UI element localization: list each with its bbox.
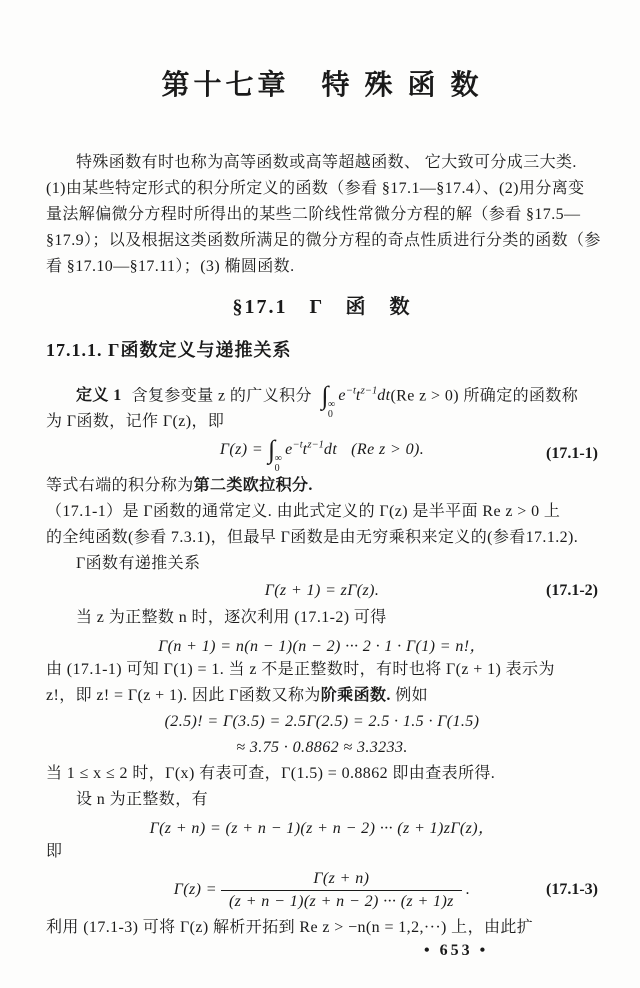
factorial-term-bold: 阶乘函数. <box>320 687 391 704</box>
equation-17-1-3-body <box>174 870 470 911</box>
intro-line-5: 看 §17.10—§17.11）；(3) 椭圆函数. <box>46 258 295 275</box>
let-n-paragraph: 设 n 为正整数，有 <box>76 791 209 808</box>
example-equation-body-2: ≈ 3.75 · 0.8862 ≈ 3.3233. <box>236 739 408 756</box>
euler-integral-paragraph <box>46 473 598 499</box>
equation-17-1-2-body: Γ(z + 1) = zΓ(z). <box>264 582 380 599</box>
integrand-t-exponent: z−1 <box>360 386 378 397</box>
definition-text-post: (Re z > 0) 所确定的函数称 <box>390 387 579 405</box>
fraction-denominator: (z + n − 1)(z + n − 2) ··· (z + 1)z <box>221 890 462 911</box>
integrand-e-exponent: −t <box>292 439 303 451</box>
integral-sign-icon: ∫ <box>321 381 329 411</box>
integrand-dt: dt <box>323 440 338 458</box>
intro-line-1: 特殊函数有时也称为高等函数或高等超越函数、 它大致可分成三大类. <box>76 154 577 171</box>
eq6-lhs: Γ(z) = <box>173 880 217 898</box>
definition-label: 定义 1 <box>76 387 122 405</box>
integrand-e-exponent: −t <box>345 386 356 397</box>
integrand-e: e <box>338 387 346 405</box>
intro-line-2: (1)由某些特定形式的积分所定义的函数（参看 §17.1—§17.4）、(2)用分离变 <box>46 180 585 197</box>
equation-17-1-1-body <box>220 435 424 474</box>
euler-term-bold: 第二类欧拉积分. <box>193 477 313 494</box>
factorial-paragraph-line-1: 由 (17.1-1) 可知 Γ(1) = 1. 当 z 不是正整数时，有时也将 Γ(z + 1) 表示为 <box>46 661 555 678</box>
equation-number: (17.1-1) <box>546 445 598 462</box>
integrand-t: t <box>302 440 308 458</box>
definition-text-pre: 含复参变量 z 的广义积分 <box>131 387 312 405</box>
analytic-continuation-paragraph: 利用 (17.1-3) 可将 Γ(z) 解析开拓到 Re z > −n(n = 1,2,···) 上，由此扩 <box>46 919 534 936</box>
definition-line-2: 为 Γ函数，记作 Γ(z)，即 <box>46 413 225 430</box>
factorial-paragraph-line-2 <box>46 683 598 709</box>
equation-number: (17.1-2) <box>546 582 598 599</box>
factorial-equation <box>46 631 598 657</box>
example-equation-body-1: (2.5)! = Γ(3.5) = 2.5Γ(2.5) = 2.5 · 1.5 · Γ(1.5) <box>164 713 480 730</box>
positive-integer-paragraph: 当 z 为正整数 n 时，逐次利用 (17.1-2) 可得 <box>76 609 387 626</box>
intro-paragraph <box>46 150 601 280</box>
integral-inline <box>321 379 335 420</box>
integral-lower-limit: 0 <box>274 462 280 474</box>
integrand-t: t <box>355 387 361 405</box>
factorial-text-pre: z!，即 z! = Γ(z + 1). 因此 Γ函数又称为 <box>46 687 321 704</box>
table-lookup-paragraph: 当 1 ≤ x ≤ 2 时，Γ(x) 有表可查，Γ(1.5) = 0.8862 即由查表所得. <box>46 765 496 782</box>
integral-limits <box>275 454 283 474</box>
definition-line-1 <box>46 375 598 421</box>
definition-integrand <box>338 387 390 404</box>
page-number: • 653 • <box>424 942 489 959</box>
gamma-shift-equation-body: Γ(z + n) = (z + n − 1)(z + n − 2) ··· (z + 1)zΓ(z)， <box>149 819 495 837</box>
integrand-e: e <box>285 440 293 458</box>
fraction-numerator: Γ(z + n) <box>313 869 370 887</box>
eq1-condition: (Re z > 0). <box>351 440 425 458</box>
euler-text-pre: 等式右端的积分称为 <box>46 477 194 494</box>
equation-17-1-1 <box>46 435 598 473</box>
equation-17-1-2 <box>46 577 598 605</box>
integral-lower-limit: 0 <box>327 409 334 421</box>
chapter-title: 第十七章 特 殊 函 数 <box>161 70 483 101</box>
factorial-text-post: 例如 <box>395 687 428 704</box>
recurrence-intro-line: Γ函数有递推关系 <box>76 555 201 572</box>
definition-notes-line-1: （17.1-1）是 Γ函数的通常定义. 由此式定义的 Γ(z) 是半平面 Re z > 0 上 <box>46 503 561 520</box>
fraction <box>221 870 462 911</box>
integral-upper-limit: ∞ <box>327 399 336 411</box>
example-equation-line-2 <box>46 735 598 761</box>
section-heading: §17.1 Γ 函 数 <box>232 296 412 318</box>
integral-upper-limit: ∞ <box>274 452 283 464</box>
that-is-paragraph: 即 <box>46 843 63 860</box>
example-equation-line-1 <box>46 709 598 735</box>
intro-line-3: 量法解偏微分方程时所得出的某些二阶线性常微分方程的解（参看 §17.5— <box>46 206 581 223</box>
equation-number: (17.1-3) <box>546 881 598 898</box>
integral-display <box>268 435 282 474</box>
integral-limits <box>328 400 336 420</box>
page-content <box>46 0 601 941</box>
definition-notes-line-2: 的全纯函数(参看 7.3.1)，但最早 Γ函数是由无穷乘积来定义的(参看17.1.2). <box>46 529 579 546</box>
factorial-equation-body: Γ(n + 1) = n(n − 1)(n − 2) ··· 2 · 1 · Γ(1) = n!， <box>158 637 486 655</box>
subsection-heading: 17.1.1. Γ函数定义与递推关系 <box>46 340 292 360</box>
intro-line-4: §17.9）；以及根据这类函数所满足的微分方程的奇点性质进行分类的函数（参 <box>46 232 601 249</box>
gamma-shift-equation <box>46 813 598 839</box>
eq1-lhs: Γ(z) = <box>219 440 264 458</box>
eq6-period: . <box>465 880 471 898</box>
integral-sign-icon: ∫ <box>268 434 276 464</box>
integrand-dt: dt <box>377 387 391 405</box>
integrand-t-exponent: z−1 <box>307 439 324 451</box>
equation-17-1-3 <box>46 865 598 915</box>
